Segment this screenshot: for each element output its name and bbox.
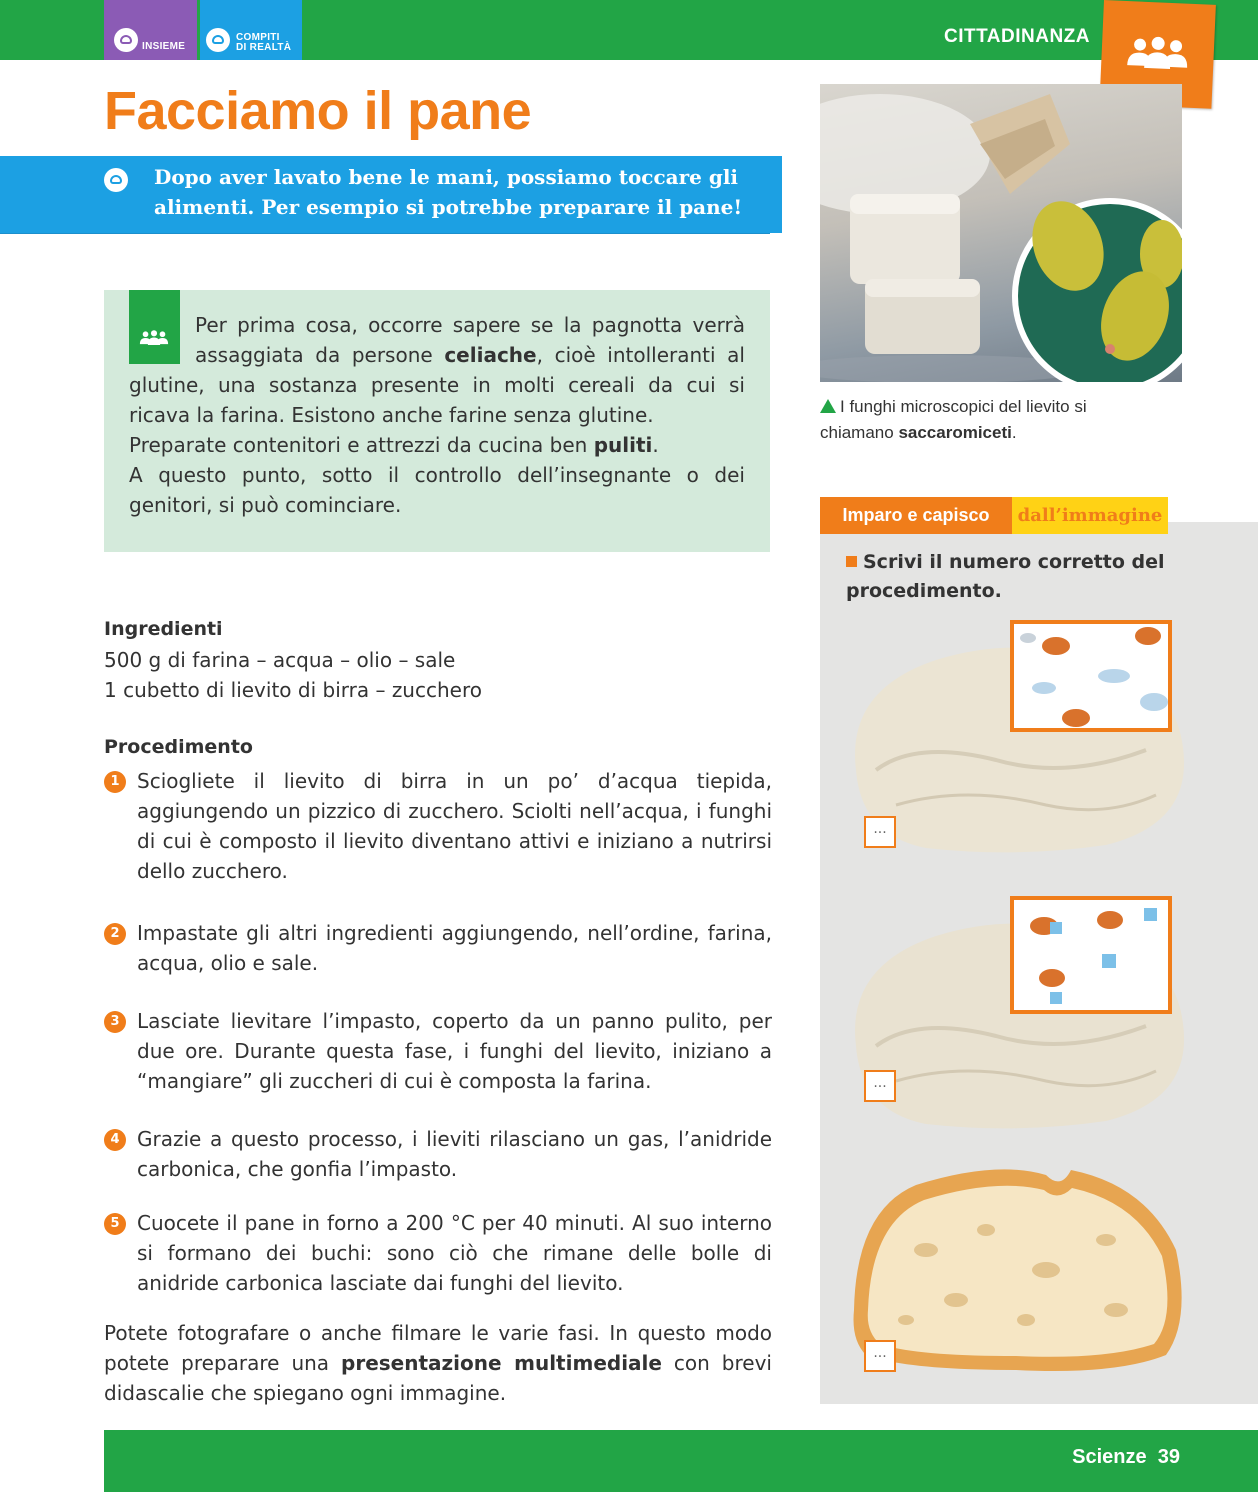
caption-bold: saccaromiceti [898,423,1012,442]
preparation-text [129,310,745,520]
triangle-icon [820,399,836,413]
activity-tab-imparo: Imparo e capisco [820,497,1012,534]
tab-compiti-line2: DI REALTÀ [236,42,292,53]
closing-paragraph [104,1318,772,1408]
step-number: 3 [104,1011,126,1033]
intro-banner [0,156,782,233]
bread-slice-illustration [846,1160,1186,1380]
page-footer [1072,1446,1180,1469]
photo-caption [820,394,1120,446]
prep-p1-bold: celiache [444,343,537,367]
tab-compiti-label [236,33,296,53]
tab-compiti-line1: COMPITI [236,32,280,43]
closing-bold: presentazione multimediale [341,1351,662,1375]
bottom-bar [104,1430,1258,1492]
activity-image-2 [846,896,1186,1136]
prep-p1-text: Per prima cosa, occorre sapere se la pagnotta verrà assaggiata da persone [195,313,745,367]
page-title: Facciamo il pane [104,81,532,141]
page-number: 39 [1157,1446,1180,1468]
step-text: Impastate gli altri ingredienti aggiungendo, nell’ordine, farina, acqua, olio e sale. [137,921,772,975]
prep-p2-bold: puliti [593,433,653,457]
closing-after: con brevi didascalie che spiegano ogni immagine. [104,1351,772,1405]
ingredients-heading: Ingredienti [104,618,223,640]
activity-image-1 [846,620,1186,860]
caption-after: . [1011,423,1017,442]
yeast-illustration [820,84,1182,382]
step-text: Grazie a questo processo, i lieviti rilasciano un gas, l’anidride carbonica, che gonfia l’impasto. [137,1127,772,1181]
closing-text: Potete fotografare o anche filmare le varie fasi. In questo modo potete preparare una [104,1321,772,1375]
yeast-gas-illustration [1014,624,1168,728]
tab-insieme[interactable] [104,0,197,60]
step-text: Sciogliete il lievito di birra in un po’ d’acqua tiepida, aggiungendo un pizzico di zucchero. Sciolti nell’acqua, i funghi di cui è composto il lievito diventano attivi e iniziano a nutrirsi dello zucchero. [137,769,772,883]
answer-box-2[interactable]: ... [864,1070,896,1102]
tab-compiti-di-realta[interactable] [200,0,302,60]
step-text: Cuocete il pane in forno a 200 °C per 40 minuti. Al suo interno si formano dei buchi: sono ciò che rimane delle bolle di anidride carbonica lasciate dai funghi del lievito. [137,1211,772,1295]
square-bullet-icon [846,556,857,567]
ingredients-line-1: 500 g di farina – acqua – olio – sale [104,648,456,672]
yeast-photo [820,84,1182,382]
preparation-box [104,290,770,552]
step-number: 1 [104,771,126,793]
step-number: 4 [104,1129,126,1151]
people-icon [1125,35,1190,72]
yeast-sugar-illustration [1014,900,1168,1010]
prep-p2-after: . [652,433,659,457]
head-icon [206,28,230,52]
yeast-sugar-inset [1010,896,1172,1014]
answer-box-1[interactable]: ... [864,816,896,848]
prep-p3-text: A questo punto, sotto il controllo dell’insegnante o dei genitori, si può cominciare. [129,463,745,517]
prep-p2-text: Preparate contenitori e attrezzi da cucina ben [129,433,594,457]
head-icon [104,168,128,192]
tab-insieme-label: INSIEME [142,41,186,52]
intro-text: Dopo aver lavato bene le mani, possiamo toccare gli alimenti. Per esempio si potrebbe preparare il pane! [154,165,743,219]
step-text: Lasciate lievitare l’impasto, coperto da un panno pulito, per due ore. Durante questa fase, i funghi del lievito, iniziano a “mangiare” gli zuccheri di cui è composta la farina. [137,1009,772,1093]
instruction-text: Scrivi il numero corretto del procedimento. [846,551,1165,602]
ingredients-line-2: 1 cubetto di lievito di birra – zucchero [104,678,482,702]
activity-instruction [846,548,1176,606]
activity-image-3 [846,1160,1186,1380]
prep-p1-after: , cioè intolleranti al glutine, una sostanza presente in molti cereali da cui si ricava la farina. Esistono anche farine senza glutine. [129,343,745,427]
procedure-heading: Procedimento [104,736,253,758]
step-number: 2 [104,923,126,945]
handshake-icon [114,28,138,52]
section-label: CITTADINANZA [943,26,1090,47]
footer-subject: Scienze [1072,1446,1147,1468]
activity-tab-immagine: dall’immagine [1012,497,1168,534]
caption-text: I funghi microscopici del lievito si chiamano [820,397,1087,442]
step-number: 5 [104,1213,126,1235]
yeast-gas-inset [1010,620,1172,732]
answer-box-3[interactable]: ... [864,1340,896,1372]
